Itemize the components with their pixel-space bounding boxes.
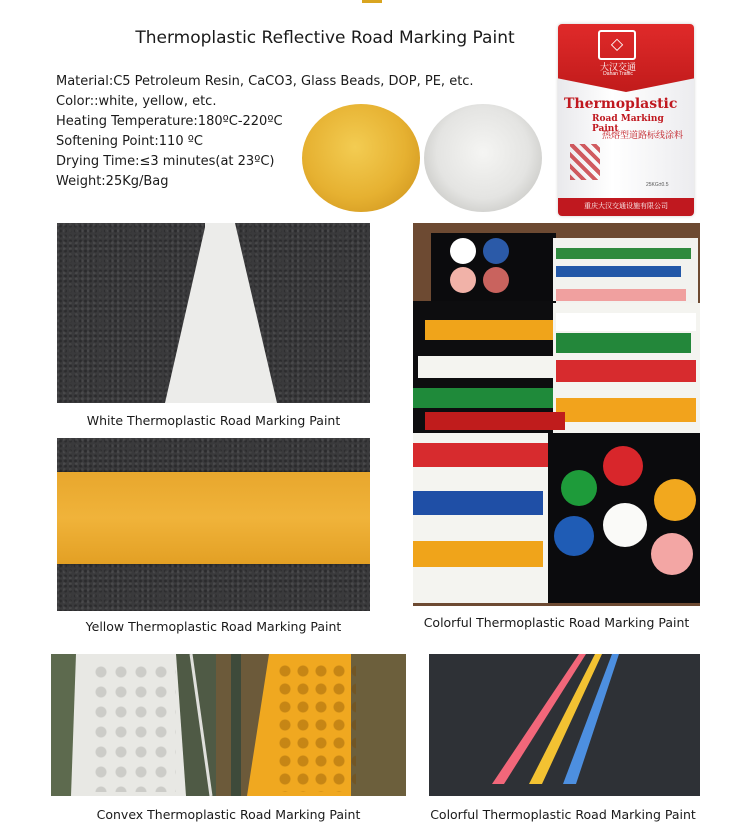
convex-dots	[91, 662, 176, 792]
spec-heating-temperature: Heating Temperature:180ºC-220ºC	[56, 114, 283, 129]
spec-material: Material:C5 Petroleum Resin, CaCO3, Glass Beads, DOP, PE, etc.	[56, 74, 474, 89]
spec-drying-time: Drying Time:≤3 minutes(at 23ºC)	[56, 154, 275, 169]
spec-weight: Weight:25Kg/Bag	[56, 174, 169, 189]
convex-marking-caption: Convex Thermoplastic Road Marking Paint	[96, 807, 361, 822]
spec-color: Color::white, yellow, etc.	[56, 94, 217, 109]
yellow-road-marking-photo	[57, 438, 370, 611]
colorful-road-caption: Colorful Thermoplastic Road Marking Paint	[430, 807, 696, 822]
convex-dots-yellow	[276, 662, 356, 792]
white-road-marking-photo	[57, 223, 370, 403]
colorful-samples-caption: Colorful Thermoplastic Road Marking Paint	[423, 615, 690, 630]
white-powder-image	[424, 104, 542, 212]
colorful-samples-photo	[413, 223, 700, 606]
bag-title-cn: 热熔型道路标线涂料	[602, 130, 684, 140]
bag-weight: 25KG±0.5	[646, 182, 669, 188]
brand-logo-icon: ◇	[598, 30, 636, 60]
bag-title-en-2: Road Marking Paint	[592, 114, 664, 134]
colorful-road-photo	[429, 654, 700, 796]
bag-brand-cn: 大汉交通	[599, 62, 636, 72]
product-bag-image	[558, 24, 694, 216]
page-title: Thermoplastic Reflective Road Marking Paint	[135, 28, 515, 48]
bag-brand-en: Dahan Traffic	[603, 71, 633, 77]
spec-softening-point: Softening Point:110 ºC	[56, 134, 203, 149]
yellow-marking-caption: Yellow Thermoplastic Road Marking Paint	[85, 619, 342, 634]
top-accent-bar	[362, 0, 382, 3]
convex-marking-photo	[51, 654, 406, 796]
yellow-powder-image	[302, 104, 420, 212]
bag-title-en-1: Thermoplastic	[564, 96, 678, 112]
bag-company-cn: 重庆大汉交通设施有限公司	[558, 198, 694, 216]
white-marking-caption: White Thermoplastic Road Marking Paint	[86, 413, 341, 428]
